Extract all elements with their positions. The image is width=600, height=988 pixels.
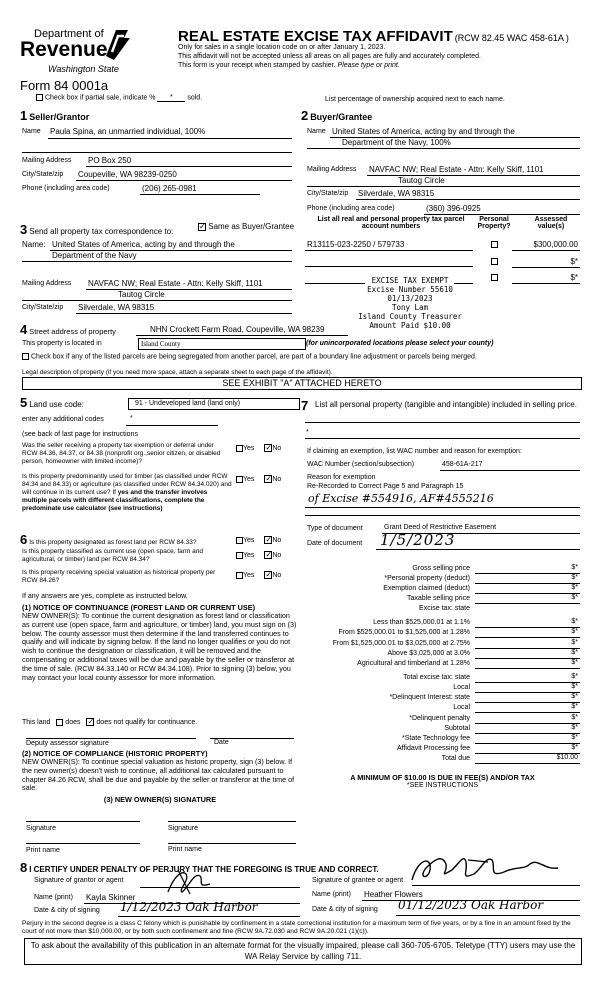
fee-value[interactable]: $* <box>571 683 578 690</box>
fee-row: *Delinquent Interest: state $* <box>389 693 578 701</box>
fee-row: *State Technology fee $* <box>402 734 578 742</box>
additional-codes[interactable]: * <box>130 415 133 422</box>
parcel-header-personal: Personal Property? <box>477 216 511 230</box>
fee-value[interactable]: $* <box>571 724 578 731</box>
notice-compliance-title: (2) NOTICE OF COMPLIANCE (HISTORIC PROPERTY) <box>22 749 208 758</box>
seller-name-label: Name <box>22 128 41 135</box>
q-current-use-yes[interactable] <box>236 552 243 559</box>
buyer-name-1[interactable]: United States of America, acting by and through the <box>332 127 515 136</box>
notice-continuance-body: NEW OWNER(S): To continue the current designation as forest land or classification as current use (open space, farm and agriculture, or timber) land, you must sign on (3) below. The county assessor must then determine if the land transferred continues to qualify and will indicate by signing below. If the land no longer qualifies or you do not wish to continue the designation or classification, it will be removed and the compensating or additional taxes will be due and payable by the seller or transferor at the time of sale. (RCW 84.33.140 or RCW 84.34.108). Prior to signing (3) below, you may contact your local county assessor for more information. <box>22 611 297 682</box>
q-exemption: Was the seller receiving a property tax exemption or deferral under RCW 84.36, 84.37, or 84.38 (nonprofit org.,senior citizen, or disabled person, homeowner with limited income)? <box>22 442 221 465</box>
q-forest-yes[interactable] <box>236 537 243 544</box>
fee-value[interactable]: $* <box>571 574 578 581</box>
unincorporated-note: (for unincorporated locations please select your county) <box>306 340 494 347</box>
seller-mailing-label: Mailing Address <box>22 157 72 164</box>
q-historic-yes[interactable] <box>236 572 243 579</box>
personal-property-value[interactable]: * <box>306 429 309 436</box>
buyer-city[interactable]: Silverdale, WA 98315 <box>358 189 435 198</box>
q-timber-no[interactable]: ✓ <box>265 474 273 483</box>
grantee-signature-label: Signature of grantee or agent <box>312 877 404 884</box>
q-current-use: Is this property classified as current use (open space, farm and agricultural, or timber) land per RCW 84.34? <box>22 548 204 563</box>
seller-name[interactable]: Paula Spina, an unmarried individual, 100% <box>50 127 206 136</box>
fee-row: Subtotal $* <box>444 724 578 732</box>
grantee-name-label: Name (print) <box>312 891 351 898</box>
exemption-reason-label: Reason for exemption <box>307 474 376 481</box>
segregated-row: Check box if any of the listed parcels are being segregated from another parcel, are part of a boundary line adjustment or parcels being merged. <box>22 353 477 360</box>
grantor-name-label: Name (print) <box>34 894 73 901</box>
q-current-use-no[interactable]: ✓ <box>265 550 273 559</box>
owner-print-label-2: Print name <box>168 846 202 853</box>
q-exemption-yes[interactable] <box>236 445 243 452</box>
legal-description[interactable]: SEE EXHIBIT "A" ATTACHED HERETO <box>22 377 582 390</box>
personal-property-checkbox-2[interactable] <box>491 258 498 265</box>
correspondence-mailing-1[interactable]: NAVFAC NW; Real Estate - Attn: Kelly Skiff, 1101 <box>88 279 263 288</box>
q-historic: Is this property receiving special valuation as historical property per RCW 84.26? <box>22 569 216 584</box>
q-timber: Is this property predominantly used for timber (as classified under RCW 84.34 and 84.33) or agriculture (as classified under RCW 84.34.020) and will continue in its current use? If yes and the transfer involves multiple parcels with different classifications, complete the predominate use calculator (see instructions) <box>22 473 232 512</box>
correspondence-mailing-2[interactable]: Tautog Circle <box>118 290 165 299</box>
grantee-signature[interactable] <box>408 850 578 886</box>
correspondence-name-label: Name: <box>22 240 46 249</box>
notice-compliance-body: NEW OWNER(S): To continue special valuation as historic property, sign (3) below. If the new owner(s) doesn't wish to continue, all additional tax calculated pursuant to chapter 84.26 RCW, shall be due and payable by the seller or transferor at the time of sale. <box>22 757 295 793</box>
grantee-name[interactable]: Heather Flowers <box>364 890 423 899</box>
seller-city[interactable]: Coupeville, WA 98239-0250 <box>78 170 177 179</box>
owner-print-label-1: Print name <box>26 847 60 854</box>
partial-sale-row: Check box if partial sale, indicate % * sold. <box>36 94 202 102</box>
grantor-signature-label: Signature of grantor or agent <box>34 877 124 884</box>
form-title-ref: (RCW 82.45 WAC 458-61A ) <box>454 33 569 43</box>
personal-property-checkbox-3[interactable] <box>491 274 498 281</box>
grantee-date-label: Date & city of signing <box>312 906 378 913</box>
q-forest-no[interactable]: ✓ <box>265 535 273 544</box>
seller-mailing[interactable]: PO Box 250 <box>88 156 132 165</box>
seller-phone-label: Phone (including area code) <box>22 185 110 192</box>
form-title: REAL ESTATE EXCISE TAX AFFIDAVIT <box>178 28 453 45</box>
certify-statement: I CERTIFY UNDER PENALTY OF PERJURY THAT THE FOREGOING IS TRUE AND CORRECT. <box>29 865 379 874</box>
buyer-phone[interactable]: (360) 396-0925 <box>426 204 481 213</box>
seller-phone[interactable]: (206) 265-0981 <box>142 184 197 193</box>
q-forest-answers: Yes ✓No <box>236 536 281 544</box>
continuance-row: This land does ✓ does not qualify for continuance. <box>22 717 198 726</box>
doc-date-label: Date of document <box>307 540 363 547</box>
segregated-checkbox[interactable] <box>22 353 29 360</box>
exemption-reason-handwritten[interactable]: of Excise #554916, AF#4555216 <box>308 492 494 505</box>
grantor-name[interactable]: Kayla Skinner <box>86 893 136 902</box>
correspondence-name-2[interactable]: Department of the Navy <box>52 251 137 260</box>
land-use-select[interactable]: 91 - Undeveloped land (land only) <box>128 398 300 410</box>
seller-city-label: City/State/zip <box>22 171 64 178</box>
fee-value[interactable]: $10.00 <box>556 754 578 761</box>
parcel-value-2[interactable]: $* <box>570 257 578 266</box>
fee-row: Above $3,025,000 at 3.0% $* <box>387 649 578 657</box>
answer-note: If any answers are yes, complete as instructed below. <box>22 593 188 600</box>
fee-row: Local $* <box>453 703 578 711</box>
fee-row: Excise tax: state <box>419 605 470 612</box>
doc-type-label: Type of document <box>307 525 363 532</box>
exemption-note: If claiming an exemption, list WAC number and reason for exemption: <box>307 448 522 455</box>
parcel-value-3[interactable]: $* <box>570 273 578 282</box>
fee-row: Local $* <box>453 683 578 691</box>
does-checkbox[interactable] <box>56 719 63 726</box>
fee-value[interactable]: $* <box>571 628 578 635</box>
form-number: Form 84 0001a <box>20 78 109 93</box>
owner-signature-label-1: Signature <box>26 825 56 832</box>
q-historic-no[interactable]: ✓ <box>265 570 273 579</box>
exemption-reason[interactable]: Re-Recorded to Correct Page 5 and Paragraph 15 <box>307 483 464 490</box>
fee-value[interactable]: $* <box>571 649 578 656</box>
fee-row: *Personal property (deduct) $* <box>384 574 578 582</box>
excise-exempt-stamp: EXCISE TAX EXEMPT Excise Number 55610 01/13/2023 Tony Lam Island County Treasurer Amount Paid $10.00 <box>358 276 462 330</box>
q-exemption-no[interactable]: ✓ <box>265 443 273 452</box>
fee-row: Taxable selling price $* <box>406 594 578 602</box>
revenue-label: Revenue <box>20 38 108 61</box>
buyer-name-label: Name <box>307 128 326 135</box>
buyer-mailing-1[interactable]: NAVFAC NW; Real Estate - Attn: Kelly Skiff, 1101 <box>369 165 544 174</box>
fee-value[interactable]: $* <box>571 703 578 710</box>
buyer-title: Buyer/Grantee <box>310 112 373 122</box>
fee-row: Gross selling price $* <box>412 564 578 572</box>
buyer-mailing-label: Mailing Address <box>307 166 357 173</box>
personal-property-title: List all personal property (tangible and intangible) included in selling price. <box>315 400 577 409</box>
grantor-signature[interactable] <box>160 866 220 896</box>
q-timber-yes[interactable] <box>236 476 243 483</box>
correspondence-name-1[interactable]: United States of America, acting by and through the <box>52 240 235 249</box>
ownership-note: List percentage of ownership acquired next to each name. <box>325 96 505 103</box>
county-select[interactable]: Island County <box>138 338 306 350</box>
additional-codes-label: enter any additional codes <box>22 416 104 423</box>
q-current-use-answers: Yes ✓No <box>236 551 281 559</box>
correspondence-city[interactable]: Silverdale, WA 98315 <box>78 303 155 312</box>
correspondence-title: Send all property tax correspondence to: <box>29 227 174 236</box>
see-back-note: (see back of last page for instructions <box>22 431 138 438</box>
notice-new-owner-title: (3) NEW OWNER(S) SIGNATURE <box>103 795 217 804</box>
parcel-number-1[interactable]: R13115-023-2250 / 579733 <box>307 240 405 249</box>
street-label: Street address of property <box>29 327 116 336</box>
minimum-fee-note: A MINIMUM OF $10.00 IS DUE IN FEE(S) AND/OR TAX <box>350 773 535 782</box>
grantee-date-city[interactable]: 01/12/2023 Oak Harbor <box>398 898 544 912</box>
state-label: Washington State <box>48 64 119 74</box>
q-exemption-answers: Yes ✓No <box>236 444 281 452</box>
same-as-buyer-row: ✓ Same as Buyer/Grantee <box>199 221 295 231</box>
fee-value[interactable]: $* <box>571 673 578 680</box>
see-instructions-note: *SEE INSTRUCTIONS <box>406 782 479 789</box>
deputy-signature-label: Deputy assessor signature <box>26 740 109 747</box>
deputy-date-label: Date <box>214 739 229 746</box>
doc-type[interactable]: Grant Deed of Restrictive Easement <box>384 524 497 531</box>
buyer-name-2[interactable]: Department of the Navy, 100% <box>342 138 451 147</box>
q-historic-answers: Yes ✓No <box>236 571 281 579</box>
fee-row: Total excise tax: state $* <box>403 673 578 681</box>
header-line-2: This affidavit will not be accepted unless all areas on all pages are fully and accurately completed. <box>178 53 481 60</box>
same-as-buyer-checkbox[interactable]: ✓ <box>199 221 206 231</box>
dept-label: Department of <box>34 28 104 40</box>
parcel-header-assessed: Assessed value(s) <box>534 216 568 230</box>
parcel-header-list: List all real and personal property tax parcel account numbers <box>317 216 465 230</box>
fee-row: *Delinquent penalty $* <box>409 714 578 722</box>
fee-value[interactable]: $* <box>571 564 578 571</box>
fee-row: Exemption claimed (deduct) $* <box>383 584 578 592</box>
fee-value[interactable]: $* <box>571 584 578 591</box>
fee-row: Less than $525,000.01 at 1.1% $* <box>373 618 578 626</box>
fee-value[interactable]: $* <box>571 744 578 751</box>
notice-continuance-title: (1) NOTICE OF CONTINUANCE (FOREST LAND OR CURRENT USE) <box>22 603 256 612</box>
wac-number[interactable]: 458-61A-217 <box>442 461 483 468</box>
q-timber-answers: Yes ✓No <box>236 475 281 483</box>
correspondence-city-label: City/State/zip <box>22 304 64 311</box>
personal-property-checkbox-1[interactable] <box>491 241 498 248</box>
grantor-date-label: Date & city of signing <box>34 907 100 914</box>
header-line-3: This form is your receipt when stamped by cashier. Please type or print. <box>178 62 400 69</box>
header-line-1: Only for sales in a single location code on or after January 1, 2023. <box>178 44 386 51</box>
fee-value[interactable]: $* <box>571 714 578 721</box>
fee-value[interactable]: $* <box>571 734 578 741</box>
buyer-city-label: City/State/zip <box>307 190 349 197</box>
seller-title: Seller/Grantor <box>29 112 90 122</box>
fee-value[interactable]: $* <box>571 693 578 700</box>
does-not-checkbox[interactable]: ✓ <box>87 717 95 726</box>
fee-row: From $525,000.01 to $1,525,000 at 1.28% $* <box>338 628 578 636</box>
fee-row: Affidavit Processing fee $* <box>396 744 578 752</box>
fee-value[interactable]: $* <box>571 594 578 601</box>
perjury-statement: Perjury in the second degree is a class C felony which is punishable by confinement in a state correctional institution for a maximum term of five years, or by a fine in an amount fixed by the court of not more than $10,000.00, or by both such confinement and fine (RCW 9A.72.030 and RCW 9A.20.021 (1)(c)). <box>22 920 571 935</box>
fee-row: From $1,525,000.01 to $3,025,000 at 2.75% $* <box>332 639 578 647</box>
parcel-value-1[interactable]: $300,000.00 <box>533 240 578 249</box>
fee-value[interactable]: $* <box>571 618 578 625</box>
doc-date[interactable]: 1/5/2023 <box>380 531 456 549</box>
street-address[interactable]: NHN Crockett Farm Road, Coupeville, WA 98239 <box>150 325 325 334</box>
wac-label: WAC Number (section/subsection) <box>307 461 415 468</box>
form-title-row <box>178 28 569 45</box>
fee-row: Agricultural and timberland at 1.28% $* <box>357 659 578 667</box>
revenue-logo-icon <box>102 26 132 62</box>
legal-label: Legal description of property (if you need more space, attach a separate sheet to each page of the affidavit). <box>22 369 333 376</box>
located-label: This property is located in <box>22 340 102 347</box>
fee-value[interactable]: $* <box>571 639 578 646</box>
buyer-mailing-2[interactable]: Tautog Circle <box>398 176 445 185</box>
correspondence-mailing-label: Mailing Address <box>22 280 72 287</box>
accessibility-box: To ask about the availability of this publication in an alternate format for the visually impaired, please call 360-705-6705. Teletype (TTY) users may use the WA Relay Service by calling 711. <box>24 938 582 965</box>
fee-value[interactable]: $* <box>571 659 578 666</box>
buyer-phone-label: Phone (including area code) <box>307 205 395 212</box>
owner-signature-label-2: Signature <box>168 825 198 832</box>
partial-sale-percent[interactable]: * <box>157 94 185 102</box>
partial-sale-checkbox[interactable] <box>36 94 43 101</box>
fee-row: Total due $10.00 <box>441 754 578 762</box>
grantor-date-city[interactable]: 1/12/2023 Oak Harbor <box>120 900 258 914</box>
